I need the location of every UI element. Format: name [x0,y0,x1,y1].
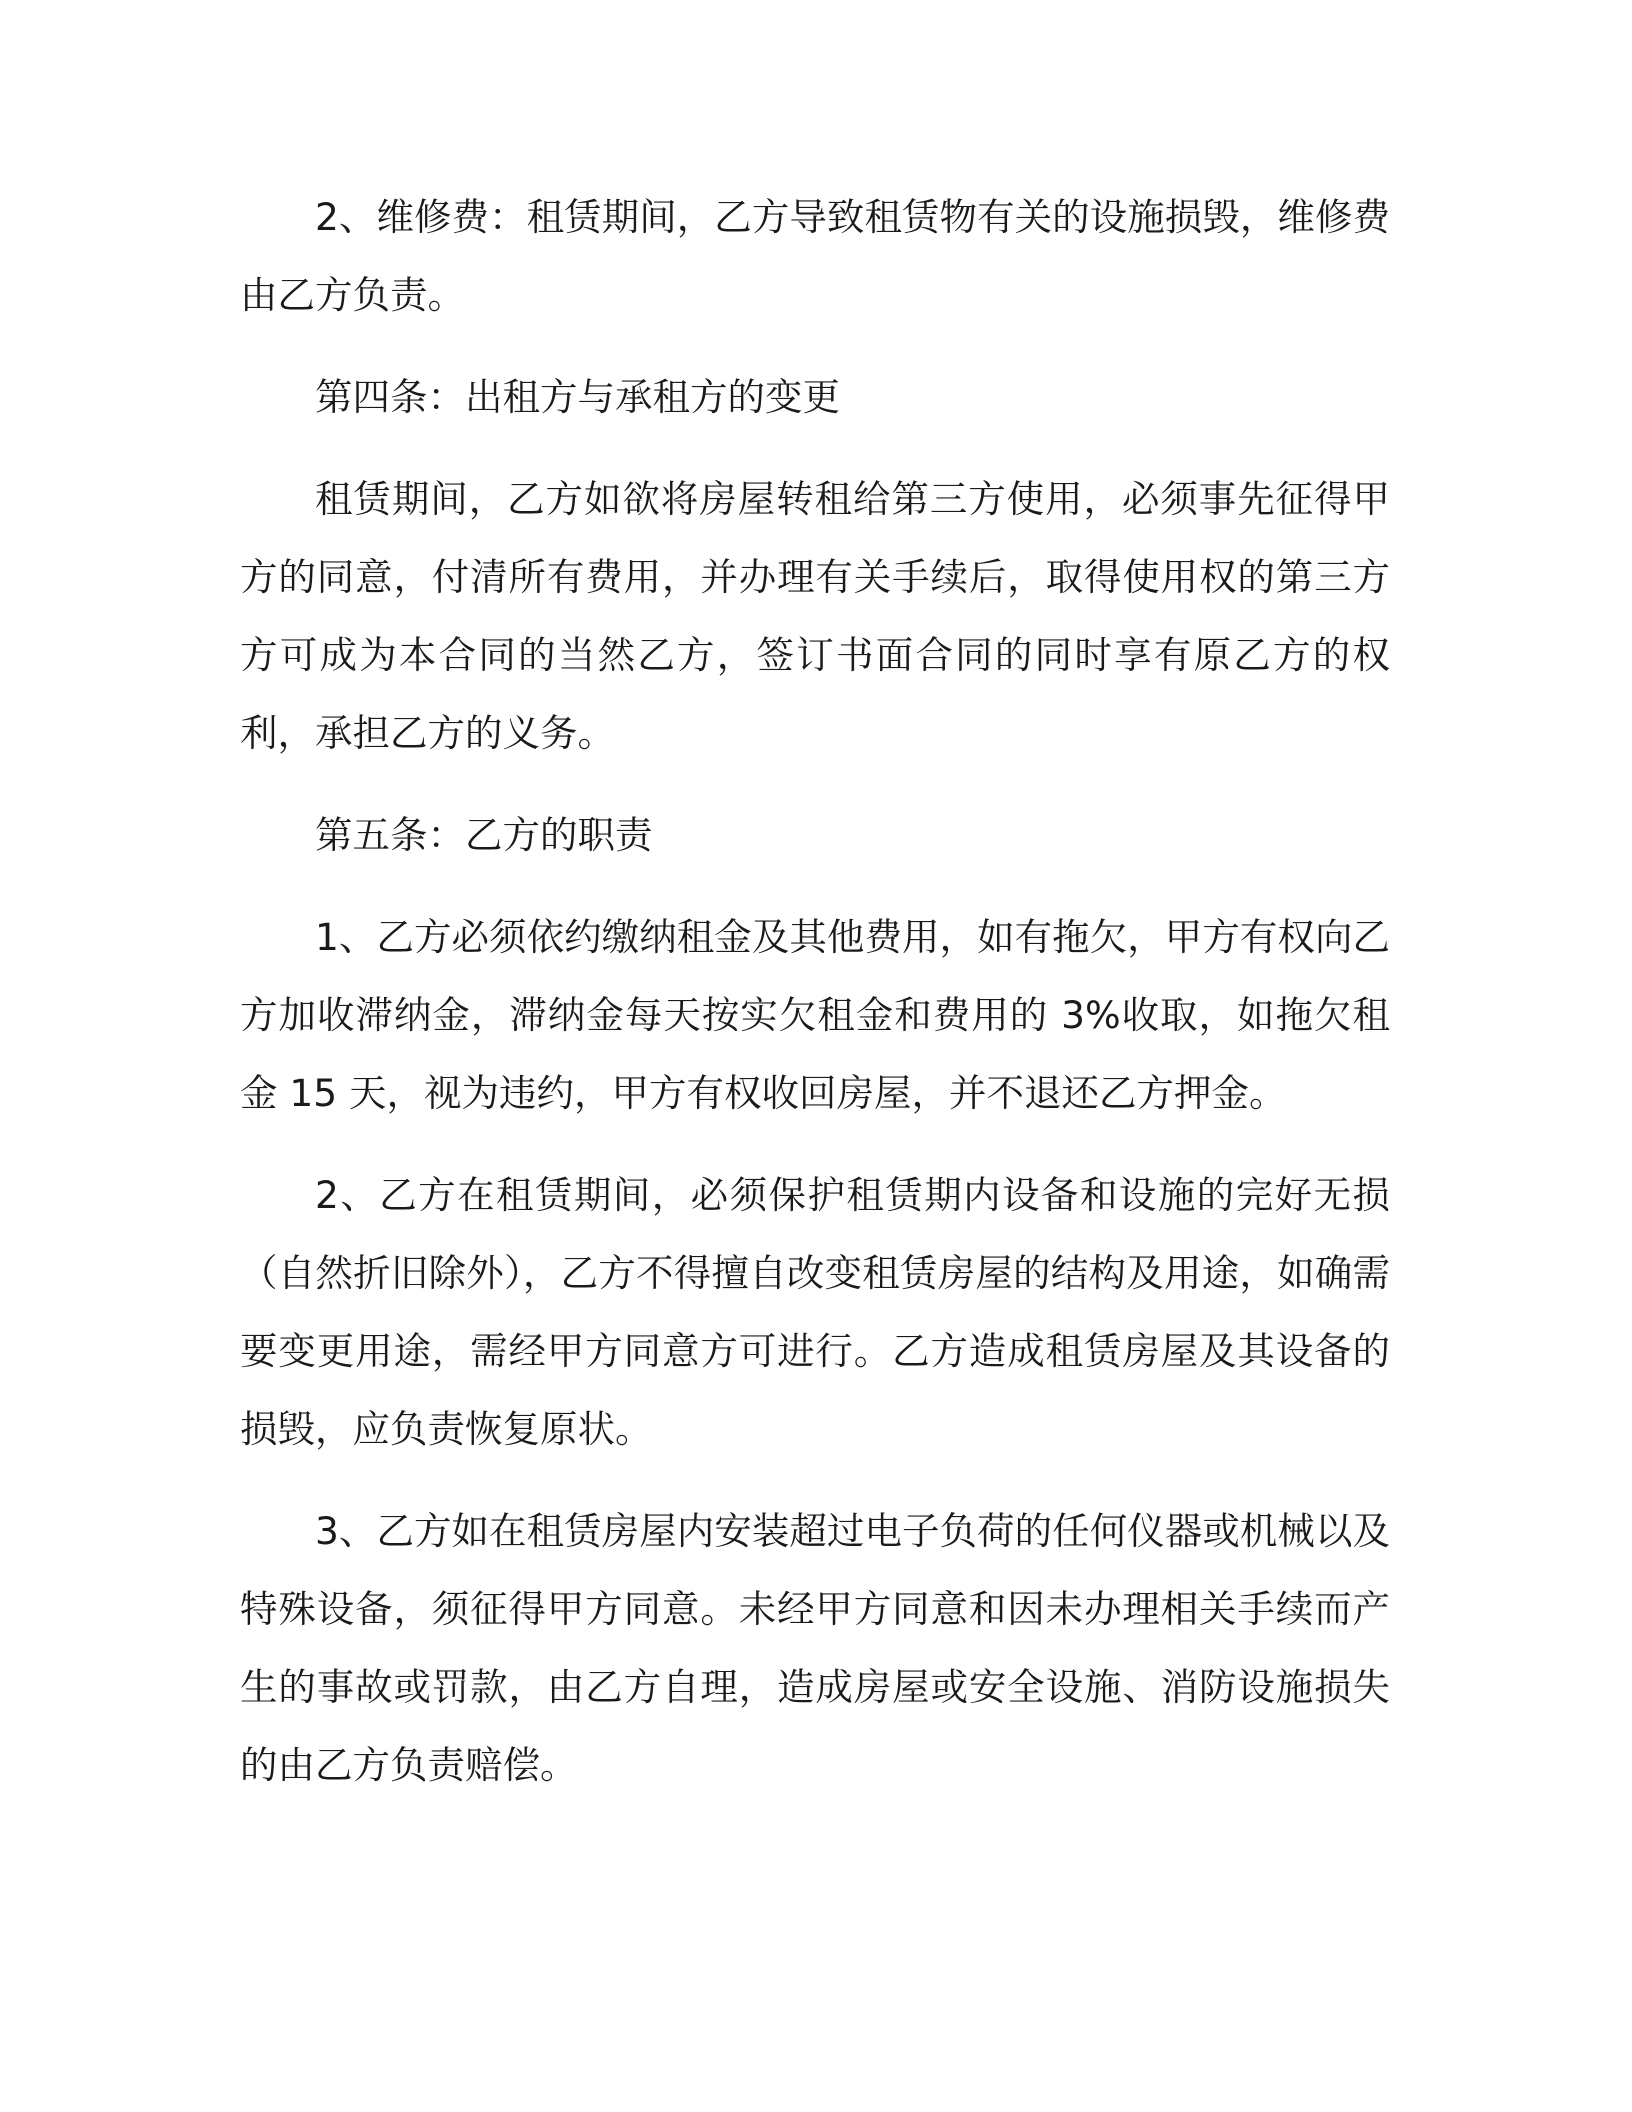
article-five-item-1: 1、乙方必须依约缴纳租金及其他费用，如有拖欠，甲方有权向乙方加收滞纳金，滞纳金每天按实欠租金和费用的 3%收取，如拖欠租金 15 天，视为违约，甲方有权收回房屋，并不退还乙方押金。 [240,915,1390,1115]
article-five-item-2: 2、乙方在租赁期间，必须保护租赁期内设备和设施的完好无损（自然折旧除外），乙方不得擅自改变租赁房屋的结构及用途，如确需要变更用途，需经甲方同意方可进行。乙方造成租赁房屋及其设备的损毁，应负责恢复原状。 [240,1173,1390,1451]
article-four-body: 租赁期间，乙方如欲将房屋转租给第三方使用，必须事先征得甲方的同意，付清所有费用，并办理有关手续后，取得使用权的第三方方可成为本合同的当然乙方，签订书面合同的同时享有原乙方的权利，承担乙方的义务。 [240,477,1390,755]
article-five-item-3: 3、乙方如在租赁房屋内安装超过电子负荷的任何仪器或机械以及特殊设备，须征得甲方同意。未经甲方同意和因未办理相关手续而产生的事故或罚款，由乙方自理，造成房屋或安全设施、消防设施损失的由乙方负责赔偿。 [240,1509,1390,1787]
clause-maintenance-fee: 2、维修费：租赁期间，乙方导致租赁物有关的设施损毁，维修费由乙方负责。 [240,195,1390,317]
article-five-heading: 第五条：乙方的职责 [315,813,653,857]
document-body [240,178,1390,1828]
article-four-heading: 第四条：出租方与承租方的变更 [315,375,840,419]
